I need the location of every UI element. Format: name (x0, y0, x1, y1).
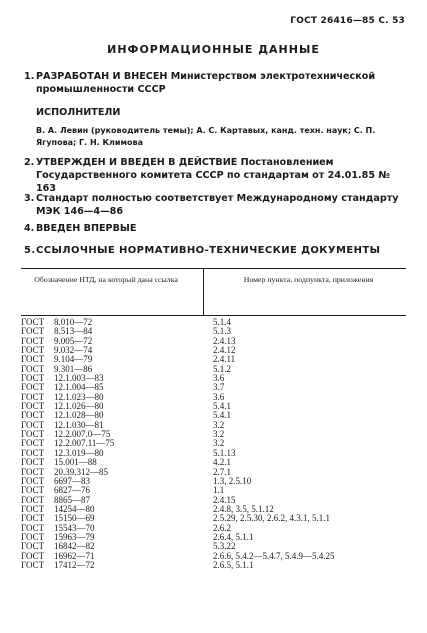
gost-prefix: ГОСТ (21, 485, 45, 496)
gost-prefix: ГОСТ (21, 363, 45, 374)
document-code: 15963—79 (54, 531, 95, 542)
gost-prefix: ГОСТ (21, 317, 45, 327)
table-body (21, 318, 406, 570)
references-table (21, 268, 406, 570)
gost-prefix: ГОСТ (21, 447, 45, 458)
document-title: ИНФОРМАЦИОННЫЕ ДАННЫЕ (107, 43, 320, 56)
section-text: ВВЕДЕН ВПЕРВЫЕ (36, 223, 137, 234)
section-number: 1. (24, 71, 35, 82)
section-5 (24, 244, 406, 257)
clause-reference: 5.1.2 (213, 363, 231, 374)
executors-heading (36, 106, 406, 119)
table-header (21, 268, 406, 316)
gost-prefix: ГОСТ (21, 410, 45, 421)
section-4 (24, 222, 406, 235)
clause-reference: 3.7 (213, 382, 225, 393)
column-header-clause: Номер пункта, подпункта, приложения (243, 275, 374, 284)
clause-reference: 2.6.4, 5.1.1 (213, 531, 254, 542)
section-number: 5. (24, 245, 36, 256)
gost-prefix: ГОСТ (21, 429, 45, 440)
gost-prefix: ГОСТ (21, 382, 45, 393)
gost-prefix: ГОСТ (21, 559, 45, 570)
document-code: 12.1.026—80 (54, 401, 104, 412)
clause-reference: 3.2 (213, 429, 225, 440)
document-code: 14254—80 (54, 503, 95, 514)
document-code: 15.001—88 (54, 457, 97, 468)
document-code: 17412—72 (54, 559, 95, 570)
document-code: 8.010—72 (54, 317, 93, 327)
section-number: 2. (24, 157, 35, 168)
document-code: 6827—76 (54, 485, 90, 496)
clause-reference: 2.4.13 (213, 335, 236, 346)
clause-reference: 5.4.1 (213, 410, 231, 421)
table-row (21, 561, 406, 570)
clause-reference: 2.7.1 (213, 466, 231, 477)
section-text: ИСПОЛНИТЕЛИ (36, 107, 121, 118)
section-number: 4. (24, 223, 35, 234)
document-code: 12.2.007.11—75 (54, 438, 115, 449)
column-divider (203, 269, 204, 315)
clause-reference: 2.6.2 (213, 522, 231, 533)
section-2 (24, 156, 406, 195)
section-text: РАЗРАБОТАН И ВНЕСЕН Министерством электротехнической промышленности СССР (36, 71, 376, 95)
gost-prefix: ГОСТ (21, 531, 45, 542)
clause-reference: 2.5.29, 2.5.30, 2.6.2, 4.3.1, 5.1.1 (213, 513, 330, 524)
document-code: 12.2.007.0—75 (54, 429, 111, 440)
document-code: 12.1.023—80 (54, 391, 104, 402)
section-text: ССЫЛОЧНЫЕ НОРМАТИВНО-ТЕХНИЧЕСКИЕ ДОКУМЕНТЫ (36, 245, 381, 256)
clause-reference: 3.6 (213, 373, 225, 384)
column-header-document: Обозначение НТД, на который дана ссылка (34, 275, 178, 284)
clause-reference: 2.6.6, 5.4.2—5.4.7, 5.4.9—5.4.25 (213, 550, 335, 561)
clause-reference: 4.2.1 (213, 457, 231, 468)
clause-reference: 5.1.13 (213, 447, 236, 458)
clause-reference: 5.1.4 (213, 317, 231, 327)
document-code: 9.032—74 (54, 345, 93, 356)
gost-prefix: ГОСТ (21, 503, 45, 514)
clause-reference: 2.4.8, 3.5, 5.1.12 (213, 503, 274, 514)
document-code: 12.3.019—80 (54, 447, 104, 458)
document-code: 8.513—84 (54, 326, 93, 337)
section-number: 3. (24, 193, 35, 204)
clause-reference: 5.1.3 (213, 326, 231, 337)
gost-prefix: ГОСТ (21, 401, 45, 412)
clause-reference: 5.3.22 (213, 541, 236, 552)
clause-reference: 3.2 (213, 419, 225, 430)
executors-list: В. А. Левин (руководитель темы); А. С. Картавых, канд. техн. наук; С. П. Ягупова; Г. Н. Климова (36, 126, 376, 147)
document-code: 12.1.028—80 (54, 410, 104, 421)
document-code: 9.005—72 (54, 335, 93, 346)
gost-prefix: ГОСТ (21, 438, 45, 449)
document-code: 6697—83 (54, 475, 90, 486)
gost-prefix: ГОСТ (21, 354, 45, 365)
clause-reference: 2.4.12 (213, 345, 236, 356)
document-code: 16842—82 (54, 541, 95, 552)
section-text: Стандарт полностью соответствует Международному стандарту МЭК 146—4—86 (36, 193, 399, 217)
clause-reference: 2.6.5, 5.1.1 (213, 559, 254, 570)
section-text: УТВЕРЖДЕН И ВВЕДЕН В ДЕЙСТВИЕ Постановлением Государственного комитета СССР по стандартам от 24.01.85 № 163 (36, 157, 390, 194)
document-code: 9.104—79 (54, 354, 93, 365)
document-code: 12.1.004—85 (54, 382, 104, 393)
clause-reference: 3.6 (213, 391, 225, 402)
document-code: 15150—69 (54, 513, 95, 524)
section-3 (24, 192, 406, 218)
gost-prefix: ГОСТ (21, 550, 45, 561)
document-code: 12.1.030—81 (54, 419, 104, 430)
clause-reference: 2.4.11 (213, 354, 236, 365)
clause-reference: 1.1 (213, 485, 225, 496)
page-header: ГОСТ 26416—85 С. 53 (290, 16, 405, 26)
gost-prefix: ГОСТ (21, 373, 45, 384)
document-code: 15543—70 (54, 522, 95, 533)
gost-prefix: ГОСТ (21, 494, 45, 505)
gost-prefix: ГОСТ (21, 541, 45, 552)
clause-reference: 3.2 (213, 438, 225, 449)
document-code: 9.301—86 (54, 363, 93, 374)
section-1 (24, 70, 406, 96)
gost-prefix: ГОСТ (21, 391, 45, 402)
gost-prefix: ГОСТ (21, 513, 45, 524)
document-code: 20.39.312—85 (54, 466, 108, 477)
gost-prefix: ГОСТ (21, 522, 45, 533)
clause-reference: 5.4.1 (213, 401, 231, 412)
gost-prefix: ГОСТ (21, 419, 45, 430)
gost-prefix: ГОСТ (21, 457, 45, 468)
gost-prefix: ГОСТ (21, 335, 45, 346)
document-code: 8865—87 (54, 494, 90, 505)
gost-prefix: ГОСТ (21, 326, 45, 337)
clause-reference: 2.4.15 (213, 494, 236, 505)
gost-prefix: ГОСТ (21, 475, 45, 486)
document-code: 16962—71 (54, 550, 95, 561)
gost-prefix: ГОСТ (21, 466, 45, 477)
clause-reference: 1.3, 2.5.10 (213, 475, 252, 486)
document-code: 12.1.003—83 (54, 373, 104, 384)
gost-prefix: ГОСТ (21, 345, 45, 356)
